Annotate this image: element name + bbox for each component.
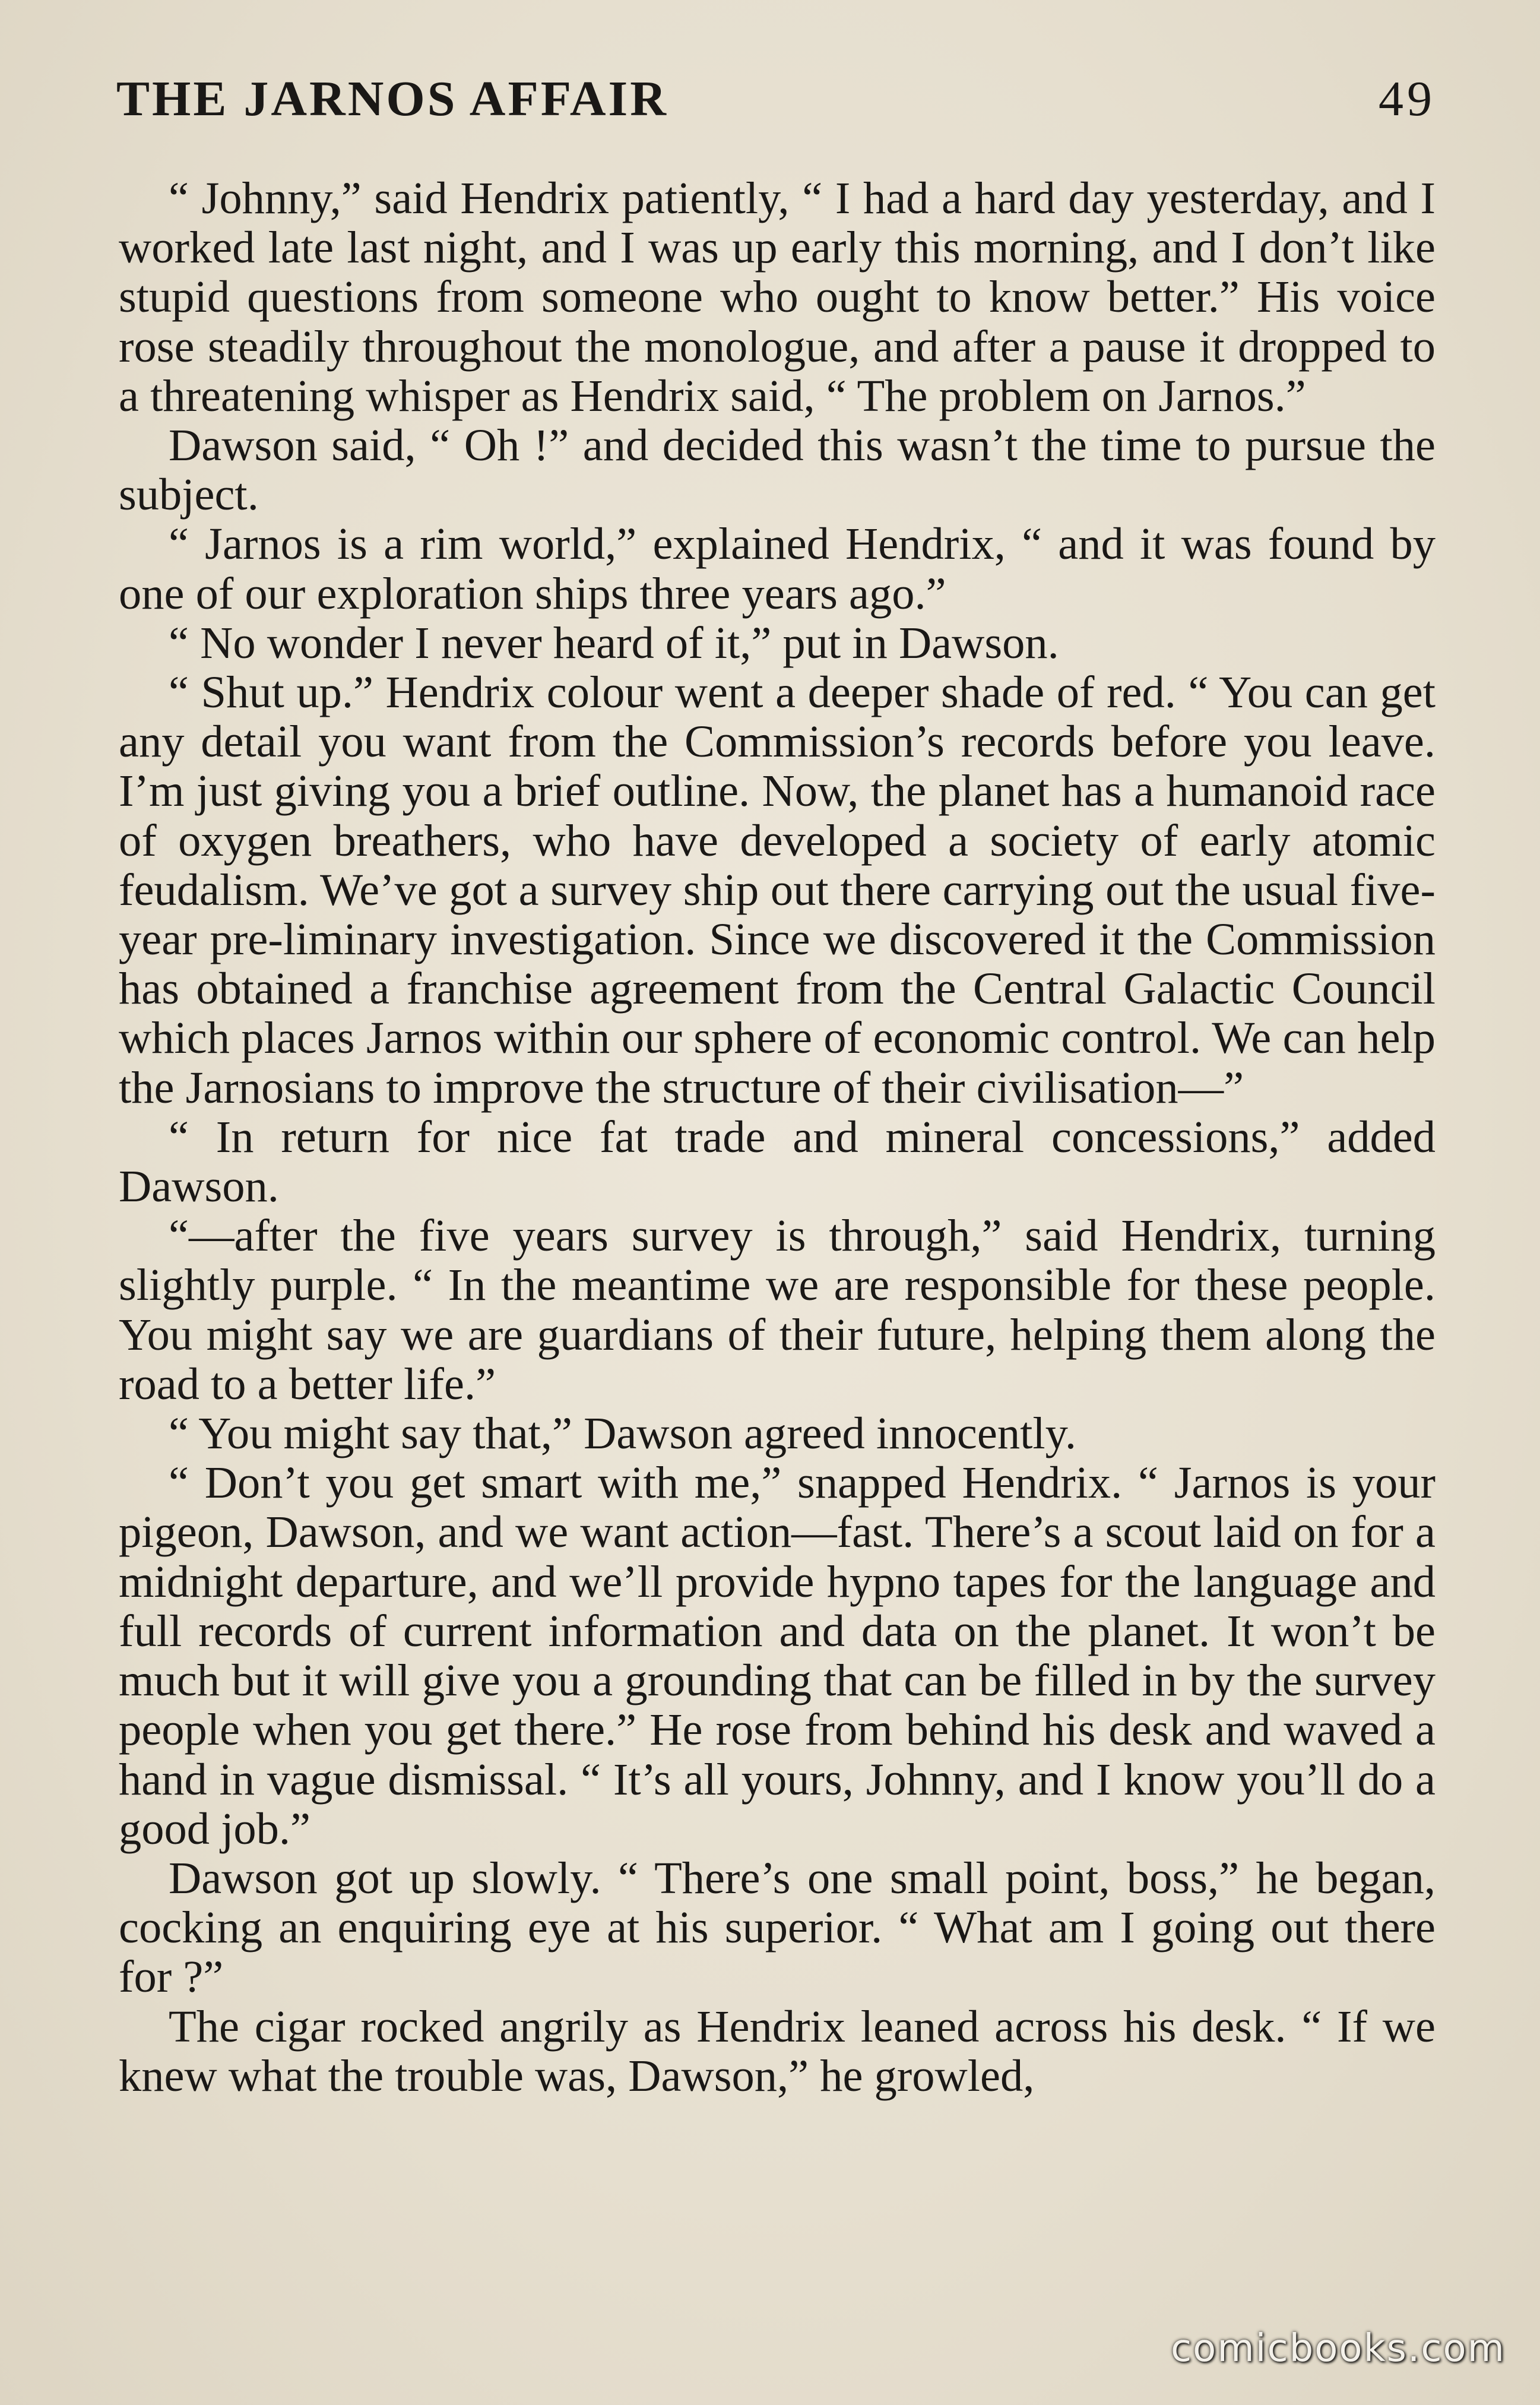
paragraph: “—after the five years survey is through,” said Hendrix, turning slightly purple. “ In the meantime we are responsible for these people. You might say we are guardians of their future, helping them along the road to a better life.” — [119, 1210, 1436, 1409]
paragraph: “ No wonder I never heard of it,” put in Dawson. — [169, 617, 1059, 668]
paragraph: “ Johnny,” said Hendrix patiently, “ I had a hard day yesterday, and I worked late last night, and I was up early this morning, and I don’t like stupid questions from someone who ought to know better.” His voice rose steadily throughout the monologue, and after a pause it dropped to a threatening whisper as Hendrix said, “ The problem on Jarnos.” — [119, 173, 1436, 421]
running-title: THE JARNOS AFFAIR — [116, 71, 668, 126]
paragraph: “ Shut up.” Hendrix colour went a deeper shade of red. “ You can get any detail you want from the Commission’s records before you leave. I’m just giving you a brief outline. Now, the planet has a humanoid race of oxygen breathers, who have developed a society of early atomic feudalism. We’ve got a survey ship out there carrying out the usual five-year pre-liminary investigation. Since we discovered it the Commission has obtained a franchise agreement from the Central Galactic Council which places Jarnos within our sphere of economic control. We can help the Jarnosians to improve the structure of their civilisation—” — [119, 667, 1436, 1113]
paragraph: “ Jarnos is a rim world,” explained Hendrix, “ and it was found by one of our exploration ships three years ago.” — [119, 518, 1436, 619]
paragraph: “ In return for nice fat trade and mineral concessions,” added Dawson. — [119, 1111, 1436, 1212]
paragraph: Dawson got up slowly. “ There’s one small point, boss,” he began, cocking an enquiring eye at his superior. “ What am I going out there for ?” — [119, 1852, 1436, 2002]
paragraph: Dawson said, “ Oh !” and decided this wasn’t the time to pursue the subject. — [119, 420, 1436, 520]
watermark: comicbooks.com — [1170, 2327, 1506, 2371]
paragraph: The cigar rocked angrily as Hendrix leaned across his desk. “ If we knew what the trouble was, Dawson,” he growled, — [119, 2001, 1436, 2101]
page-number: 49 — [1379, 71, 1436, 126]
running-header — [116, 70, 1436, 135]
body-text — [119, 173, 1436, 2100]
paragraph: “ Don’t you get smart with me,” snapped Hendrix. “ Jarnos is your pigeon, Dawson, and we want action—fast. There’s a scout laid on for a midnight departure, and we’ll provide hypno tapes for the language and full records of current information and data on the planet. It won’t be much but it will give you a grounding that can be filled in by the survey people when you get there.” He rose from behind his desk and waved a hand in vague dismissal. “ It’s all yours, Johnny, and I know you’ll do a good job.” — [119, 1457, 1436, 1854]
paragraph: “ You might say that,” Dawson agreed innocently. — [169, 1408, 1076, 1459]
